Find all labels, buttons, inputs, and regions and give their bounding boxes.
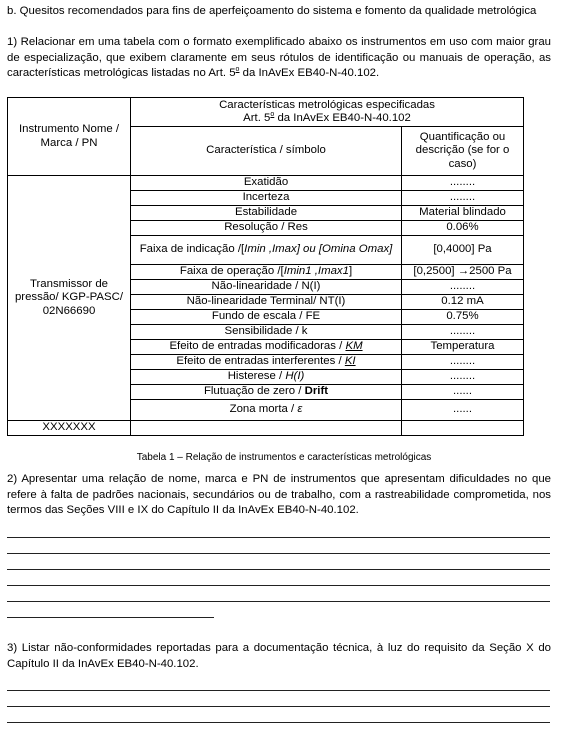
placeholder-characteristic bbox=[131, 421, 402, 436]
value-cell: ...... bbox=[402, 400, 524, 421]
value-cell: ........ bbox=[402, 325, 524, 340]
characteristic-text: Faixa de operação /[ bbox=[179, 265, 284, 278]
characteristic-cell bbox=[131, 265, 402, 280]
characteristic-cell bbox=[131, 370, 402, 385]
placeholder-instrument: XXXXXXX bbox=[8, 421, 131, 436]
value-cell: 0.75% bbox=[402, 310, 524, 325]
question-2: 2) Apresentar uma relação de nome, marca e PN de instrumentos que apresentam dificuldades no que refere à falta de padrões nacionais, secundários ou de trabalho, com a rastreabilidade comprometida, nos termos das Seções VIII e IX do Capítulo II da InAvEx EB40-N-40.102. bbox=[7, 473, 551, 516]
value-cell: [0,4000] Pa bbox=[402, 236, 524, 265]
header-characteristics-sup: o bbox=[270, 111, 275, 119]
characteristic-text-end: ] bbox=[348, 265, 353, 278]
characteristic-symbol: KI bbox=[344, 355, 356, 368]
header-characteristics-line2: Art. 5 bbox=[243, 112, 271, 124]
placeholder-value bbox=[402, 421, 524, 436]
header-characteristic: Característica / símbolo bbox=[131, 127, 402, 176]
characteristic-cell bbox=[131, 236, 402, 265]
value-cell: ........ bbox=[402, 355, 524, 370]
characteristic-text: Histerese / bbox=[227, 370, 286, 383]
value-cell: ........ bbox=[402, 176, 524, 191]
answer-line[interactable] bbox=[7, 706, 550, 707]
question-3: 3) Listar não-conformidades reportadas para a documentação técnica, à luz do requisito da Seção X do Capítulo II da InAvEx EB40-N-40.102. bbox=[7, 642, 551, 670]
answer-line[interactable] bbox=[7, 537, 550, 538]
value-cell: 0.06% bbox=[402, 221, 524, 236]
header-characteristics-line1: Características metrológicas especificadas bbox=[219, 98, 435, 111]
header-characteristics bbox=[131, 98, 524, 127]
question-1-sup: o bbox=[235, 66, 240, 74]
value-cell: ...... bbox=[402, 385, 524, 400]
metrology-table bbox=[7, 97, 524, 436]
question-1-text-end: da InAvEx EB40-N-40.102. bbox=[239, 67, 380, 79]
table-caption: Tabela 1 – Relação de instrumentos e características metrológicas bbox=[136, 452, 432, 463]
characteristic-cell: Sensibilidade / k bbox=[131, 325, 402, 340]
header-instrument: Instrumento Nome / Marca / PN bbox=[8, 98, 131, 176]
answer-line[interactable] bbox=[7, 569, 550, 570]
characteristic-text: Efeito de entradas interferentes / bbox=[176, 355, 345, 368]
header-characteristics-line2-end: da InAvEx EB40-N-40.102 bbox=[274, 112, 411, 124]
question-1 bbox=[7, 35, 551, 82]
characteristic-cell bbox=[131, 385, 402, 400]
characteristic-text: Faixa de indicação /[ bbox=[139, 243, 245, 256]
answer-line[interactable] bbox=[7, 690, 550, 691]
characteristic-cell bbox=[131, 400, 402, 421]
characteristic-cell: Fundo de escala / FE bbox=[131, 310, 402, 325]
answer-line[interactable] bbox=[7, 617, 214, 618]
characteristic-symbol: Imin ,Imax bbox=[244, 243, 297, 256]
answer-line[interactable] bbox=[7, 601, 550, 602]
characteristic-symbol-end: ] ou [Omina Omax] bbox=[296, 243, 393, 256]
question-1-text: 1) Relacionar em uma tabela com o formato exemplificado abaixo os instrumentos em uso com maior grau de especialização, que exibem claramente em seus rótulos de identificação ou manuais de operação, as características metrológicas listadas no Art. 5 bbox=[7, 36, 551, 79]
characteristic-cell: Incerteza bbox=[131, 191, 402, 206]
characteristic-cell bbox=[131, 340, 402, 355]
answer-line[interactable] bbox=[7, 585, 550, 586]
value-cell: ........ bbox=[402, 191, 524, 206]
instrument-name: Transmissor de pressão/ KGP-PASC/ 02N66690 bbox=[8, 176, 131, 421]
answer-line[interactable] bbox=[7, 722, 550, 723]
value-cell: ........ bbox=[402, 280, 524, 295]
intro-paragraph: b. Quesitos recomendados para fins de aperfeiçoamento do sistema e fomento da qualidade metrológica bbox=[7, 5, 537, 17]
answer-line[interactable] bbox=[7, 553, 550, 554]
characteristic-text: Efeito de entradas modificadoras / bbox=[169, 340, 346, 353]
characteristic-cell bbox=[131, 355, 402, 370]
characteristic-symbol: Imin1 ,Imax1 bbox=[283, 265, 349, 278]
value-cell: 0.12 mA bbox=[402, 295, 524, 310]
value-cell: ........ bbox=[402, 370, 524, 385]
characteristic-cell: Não-linearidade Terminal/ NT(I) bbox=[131, 295, 402, 310]
characteristic-cell: Não-linearidade / N(I) bbox=[131, 280, 402, 295]
characteristic-cell: Exatidão bbox=[131, 176, 402, 191]
characteristic-symbol: KM bbox=[345, 340, 363, 353]
characteristic-text: Zona morta / bbox=[229, 403, 298, 416]
header-quantification: Quantificação ou descrição (se for o caso) bbox=[402, 127, 524, 176]
value-cell: Material blindado bbox=[402, 206, 524, 221]
value-cell: Temperatura bbox=[402, 340, 524, 355]
value-cell: [0,2500] →2500 Pa bbox=[402, 265, 524, 280]
characteristic-symbol: Drift bbox=[304, 385, 329, 398]
characteristic-cell: Resolução / Res bbox=[131, 221, 402, 236]
characteristic-symbol: ε bbox=[297, 403, 303, 416]
characteristic-symbol: H(I) bbox=[285, 370, 305, 383]
characteristic-cell: Estabilidade bbox=[131, 206, 402, 221]
characteristic-text: Flutuação de zero / bbox=[203, 385, 305, 398]
